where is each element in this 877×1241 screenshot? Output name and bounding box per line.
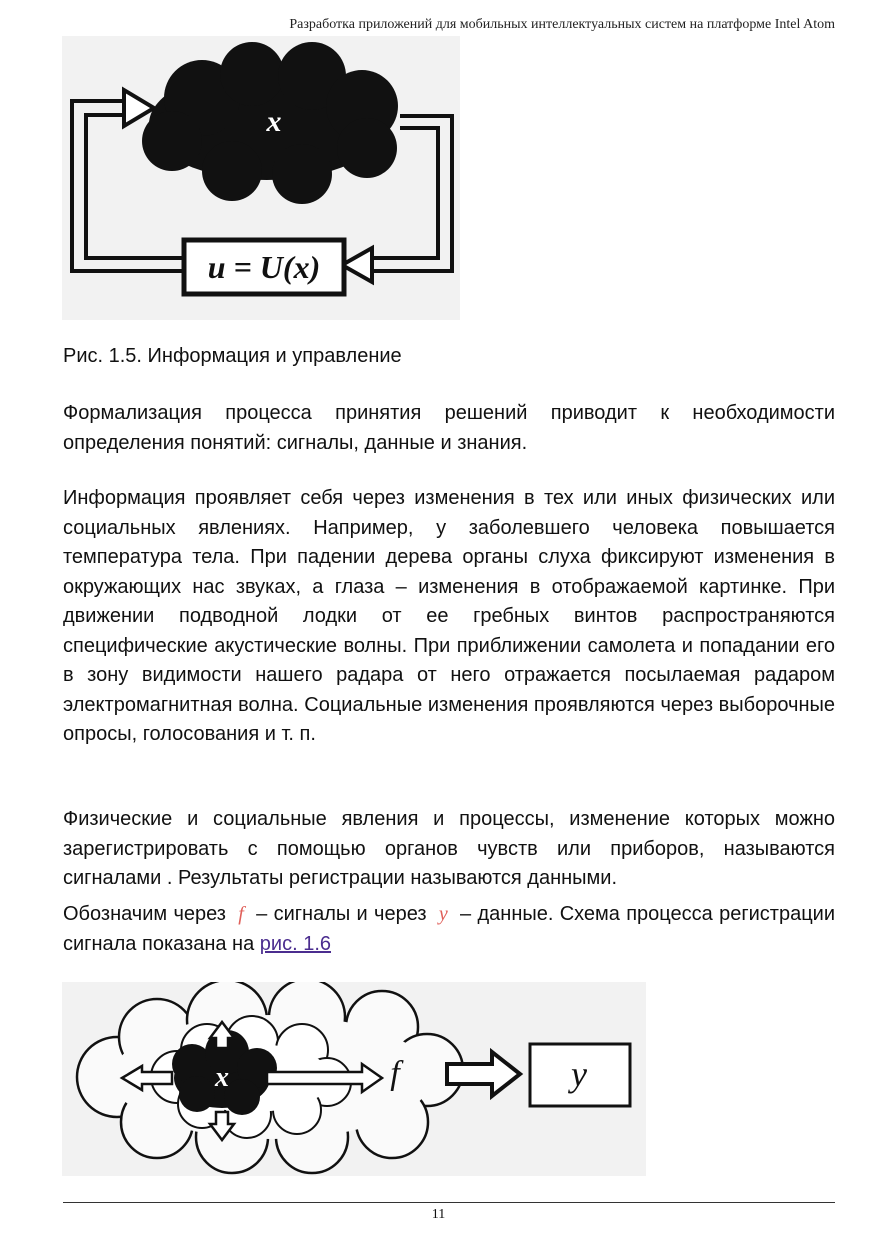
symbol-f: f <box>238 903 244 925</box>
page-number: 11 <box>431 1207 446 1222</box>
figure-signal-registration <box>62 982 646 1176</box>
signal-label-f: f <box>390 1055 400 1092</box>
paragraph-1: Формализация процесса принятия решений приводит к необходимости определения понятий: сигналы, данные и знания. <box>63 402 835 454</box>
paragraph-2: Информация проявляет себя через изменения в тех или иных физических или социальных явлениях. Например, у заболевшего человека повышается температура тела. При падении дерева органы слуха фиксируют изменения в окружающих нас звуках, а глаза – изменения в отображаемой картинке. При движении подводной лодки от ее гребных винтов распространяются специфические акустические волны. При приближении самолета и попадании его в зону видимости нашего радара от него отражается посылаемая радаром электромагнитная волна. Социальные изменения проявляются через выборочные опросы, голосования и т. п. <box>63 487 835 745</box>
running-header: Разработка приложений для мобильных интеллектуальных систем на платформе Intel Atom <box>289 17 835 32</box>
box-label-control-law: u = U(x) <box>207 249 321 285</box>
paragraph-3: Физические и социальные явления и процессы, изменение которых можно зарегистрировать с помощью органов чувств или приборов, называются сигналами . Результаты регистрации называются данными. <box>63 808 835 889</box>
cloud-label-x: x <box>266 105 282 138</box>
core-label-x: x <box>215 1062 229 1093</box>
paragraph-4-text-a: Обозначим через <box>63 903 233 925</box>
paragraph-4-text-b: – сигналы и через <box>249 903 433 925</box>
footer-rule <box>63 1202 835 1203</box>
paragraph-4 <box>63 900 835 959</box>
data-label-y: y <box>571 1054 587 1094</box>
figure-link[interactable]: рис. 1.6 <box>259 932 331 955</box>
figure-caption: Рис. 1.5. Информация и управление <box>63 345 402 367</box>
symbol-y: y <box>438 903 448 925</box>
paragraph-4-text-c: – данные. Схема процесса регистрации сигнала показана на <box>63 903 836 955</box>
figure-information-control <box>62 36 460 320</box>
